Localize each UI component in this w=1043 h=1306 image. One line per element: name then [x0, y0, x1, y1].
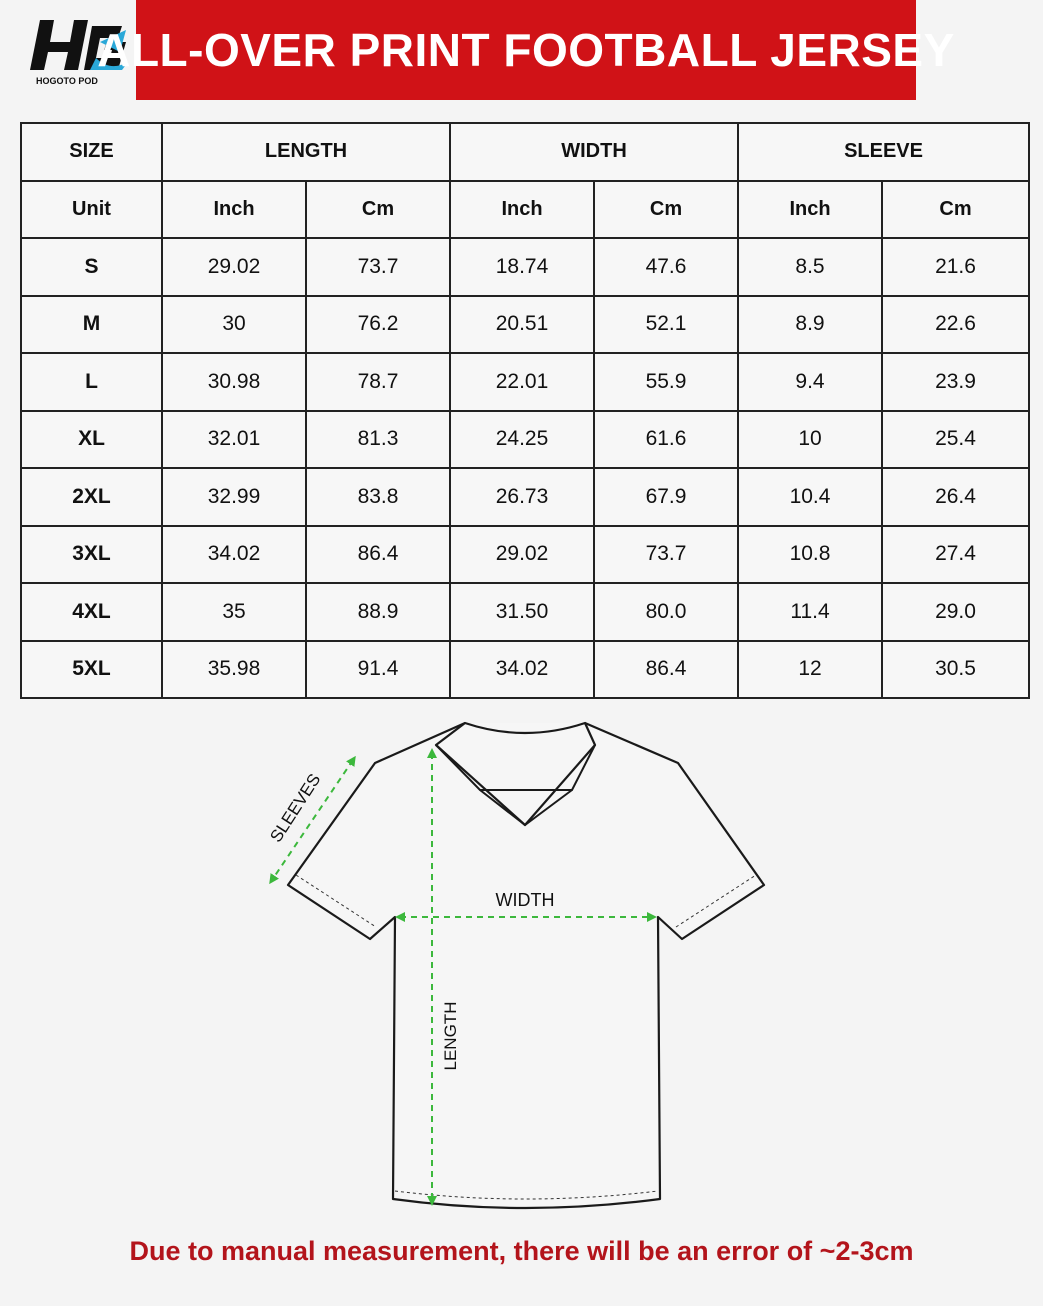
value-cell-width-cm: 80.0	[594, 583, 738, 641]
header-length: LENGTH	[162, 123, 450, 181]
title-banner	[97, 0, 955, 100]
size-cell: S	[21, 238, 162, 296]
value-cell-sleeve-cm: 30.5	[882, 641, 1029, 699]
value-cell-width-in: 22.01	[450, 353, 594, 411]
size-cell: 4XL	[21, 583, 162, 641]
page-title: ALL-OVER PRINT FOOTBALL JERSEY	[97, 24, 955, 76]
value-cell-length-cm: 83.8	[306, 468, 450, 526]
unit-cm: Cm	[882, 181, 1029, 239]
value-cell-sleeve-cm: 22.6	[882, 296, 1029, 354]
unit-inch: Inch	[738, 181, 882, 239]
value-cell-width-in: 18.74	[450, 238, 594, 296]
table-row	[21, 411, 1029, 469]
value-cell-length-in: 29.02	[162, 238, 306, 296]
table-header-row	[21, 123, 1029, 181]
size-cell: 2XL	[21, 468, 162, 526]
size-cell: XL	[21, 411, 162, 469]
size-cell: L	[21, 353, 162, 411]
jersey-outline-icon	[0, 705, 1043, 1225]
size-cell: 3XL	[21, 526, 162, 584]
value-cell-length-cm: 81.3	[306, 411, 450, 469]
table-row	[21, 353, 1029, 411]
value-cell-sleeve-in: 10.8	[738, 526, 882, 584]
value-cell-sleeve-in: 9.4	[738, 353, 882, 411]
length-label: LENGTH	[441, 1001, 460, 1071]
value-cell-sleeve-in: 8.5	[738, 238, 882, 296]
value-cell-width-in: 34.02	[450, 641, 594, 699]
value-cell-sleeve-in: 12	[738, 641, 882, 699]
value-cell-sleeve-in: 10	[738, 411, 882, 469]
value-cell-width-in: 31.50	[450, 583, 594, 641]
value-cell-length-cm: 91.4	[306, 641, 450, 699]
table-units-row	[21, 181, 1029, 239]
value-cell-width-cm: 73.7	[594, 526, 738, 584]
size-chart-table	[20, 122, 1030, 699]
value-cell-sleeve-in: 8.9	[738, 296, 882, 354]
value-cell-sleeve-cm: 25.4	[882, 411, 1029, 469]
value-cell-length-cm: 86.4	[306, 526, 450, 584]
value-cell-width-in: 26.73	[450, 468, 594, 526]
header-size: SIZE	[21, 123, 162, 181]
size-cell: M	[21, 296, 162, 354]
value-cell-length-cm: 76.2	[306, 296, 450, 354]
header-sleeve: SLEEVE	[738, 123, 1029, 181]
value-cell-length-in: 30.98	[162, 353, 306, 411]
value-cell-length-in: 35	[162, 583, 306, 641]
value-cell-length-cm: 88.9	[306, 583, 450, 641]
width-label: WIDTH	[495, 890, 555, 910]
value-cell-sleeve-cm: 27.4	[882, 526, 1029, 584]
table-row	[21, 238, 1029, 296]
value-cell-sleeve-cm: 21.6	[882, 238, 1029, 296]
value-cell-length-cm: 78.7	[306, 353, 450, 411]
value-cell-length-in: 32.99	[162, 468, 306, 526]
value-cell-length-in: 32.01	[162, 411, 306, 469]
value-cell-length-cm: 73.7	[306, 238, 450, 296]
svg-text:HOGOTO POD: HOGOTO POD	[36, 76, 98, 86]
unit-cm: Cm	[594, 181, 738, 239]
value-cell-width-cm: 61.6	[594, 411, 738, 469]
unit-label: Unit	[21, 181, 162, 239]
table-row	[21, 296, 1029, 354]
unit-cm: Cm	[306, 181, 450, 239]
value-cell-sleeve-in: 11.4	[738, 583, 882, 641]
value-cell-sleeve-in: 10.4	[738, 468, 882, 526]
value-cell-sleeve-cm: 23.9	[882, 353, 1029, 411]
value-cell-width-in: 24.25	[450, 411, 594, 469]
value-cell-width-cm: 55.9	[594, 353, 738, 411]
value-cell-width-cm: 67.9	[594, 468, 738, 526]
unit-inch: Inch	[162, 181, 306, 239]
value-cell-sleeve-cm: 26.4	[882, 468, 1029, 526]
jersey-measurement-diagram	[0, 705, 1043, 1225]
value-cell-length-in: 30	[162, 296, 306, 354]
value-cell-width-in: 20.51	[450, 296, 594, 354]
value-cell-length-in: 34.02	[162, 526, 306, 584]
header-width: WIDTH	[450, 123, 738, 181]
value-cell-width-cm: 47.6	[594, 238, 738, 296]
unit-inch: Inch	[450, 181, 594, 239]
size-cell: 5XL	[21, 641, 162, 699]
value-cell-width-cm: 86.4	[594, 641, 738, 699]
value-cell-width-in: 29.02	[450, 526, 594, 584]
value-cell-sleeve-cm: 29.0	[882, 583, 1029, 641]
table-row	[21, 583, 1029, 641]
value-cell-length-in: 35.98	[162, 641, 306, 699]
table-row	[21, 468, 1029, 526]
table-row	[21, 641, 1029, 699]
measurement-note: Due to manual measurement, there will be an error of ~2-3cm	[129, 1236, 914, 1266]
sleeves-label: SLEEVES	[266, 770, 325, 846]
table-row	[21, 526, 1029, 584]
value-cell-width-cm: 52.1	[594, 296, 738, 354]
